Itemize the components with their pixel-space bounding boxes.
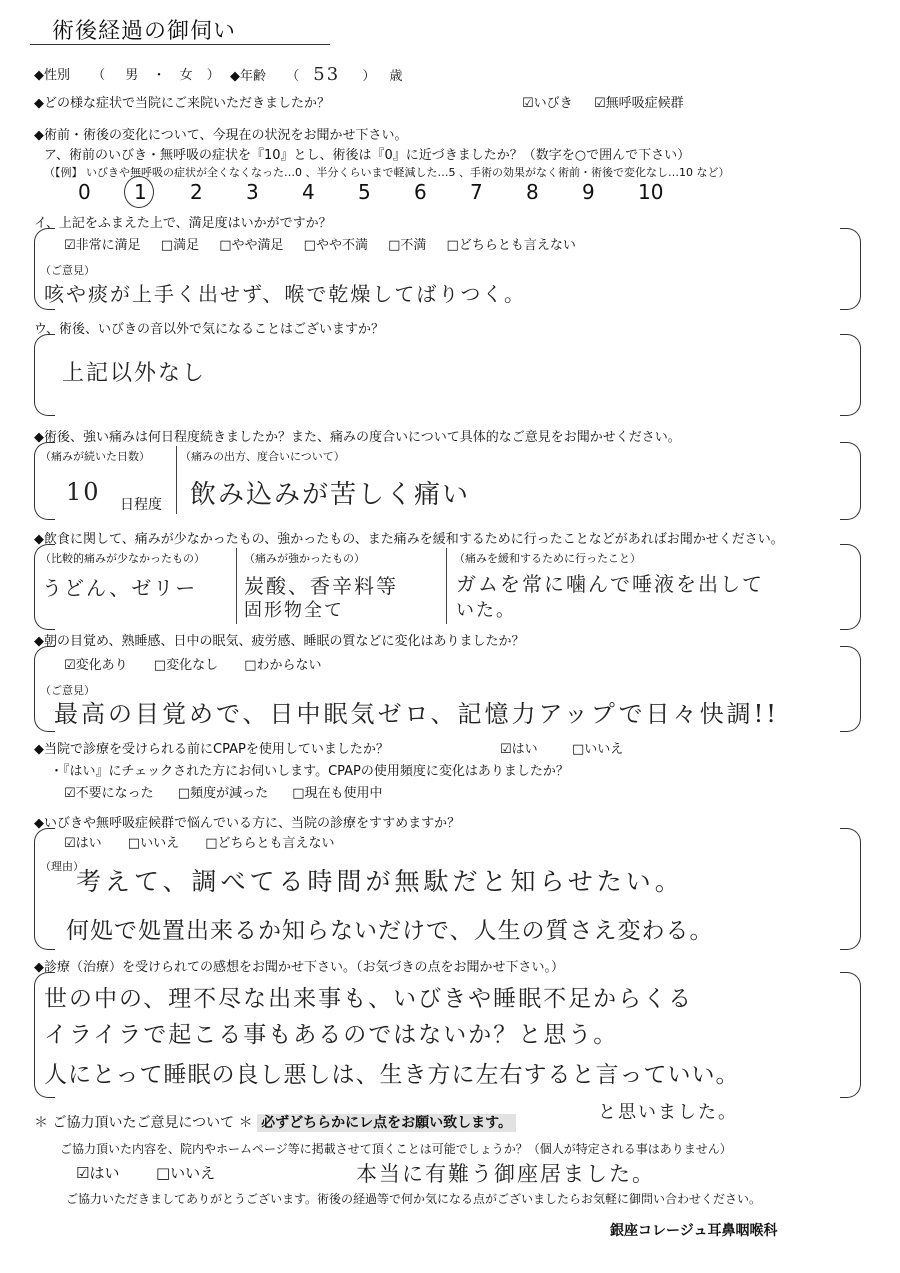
q3-text: イ、上記をふまえた上で、満足度はいかがですか？ <box>34 216 332 231</box>
footer-notice-b: 必ずどちらかにレ点をお願い致します。 <box>257 1114 516 1132</box>
title-underline <box>30 44 330 45</box>
q9-option-yes[interactable]: ☑はい <box>64 836 102 851</box>
q10-line3[interactable]: 人にとって睡眠の良し悪しは、生き方に左右すると言っていい。 <box>44 1062 740 1088</box>
q7-opinion[interactable]: 最高の目覚めで、日中眠気ゼロ、記憶力アップで日々快調!! <box>54 700 779 728</box>
q3-box-right <box>840 228 861 310</box>
q9-option-neutral[interactable]: □どちらとも言えない <box>205 836 335 851</box>
footer-notice <box>34 1112 516 1132</box>
scale-selection-circle <box>124 176 154 208</box>
q7-option-changed[interactable]: ☑変化あり <box>64 658 128 673</box>
q4-box-left <box>34 334 55 416</box>
q7-option-no-change[interactable]: □変化なし <box>153 658 219 673</box>
scale-7[interactable]: 7 <box>470 180 483 204</box>
scale-5[interactable]: 5 <box>358 180 371 204</box>
q5-box-right <box>840 442 861 520</box>
q2-subtext: ア、術前のいびき・無呼吸の症状を『10』とし、術後は『0』に近づきましたか？（数字を○で囲んで下さい） <box>44 148 691 163</box>
q9-reason-line2[interactable]: 何処で処置出来るか知らないだけで、人生の質さえ変わる。 <box>66 918 714 944</box>
scale-1[interactable]: 1 <box>134 180 147 204</box>
footer-handwritten[interactable]: 本当に有難う御座居ました。 <box>356 1162 655 1186</box>
q8-sub-options <box>64 782 383 801</box>
footer-notice-a: ＊ ご協力頂いたご意見について ＊ <box>34 1115 253 1131</box>
q6-divider-1 <box>236 548 237 624</box>
age-row <box>230 64 403 85</box>
gender-row <box>34 64 220 83</box>
age-unit: 歳 <box>389 69 403 84</box>
q9-option-no[interactable]: □いいえ <box>127 836 180 851</box>
q3-option-dissatisfied[interactable]: □不満 <box>388 238 427 253</box>
q10-box-right <box>840 972 861 1098</box>
scale-6[interactable]: 6 <box>414 180 427 204</box>
age-value[interactable]: 53 <box>313 64 341 85</box>
clinic-name: 銀座コレージュ耳鼻咽喉科 <box>610 1223 778 1239</box>
page-title: 術後経過の御伺い <box>52 19 237 44</box>
gender-sep: ・ <box>152 68 166 83</box>
q2-example: （【例】 いびきや無呼吸の症状が全くなくなった…0 、半分くらいまで軽減した…5 、手術の効果がなく術前・術後で変化なし…10 など） <box>44 166 730 179</box>
q8-option-still-using[interactable]: □現在も使用中 <box>292 786 383 801</box>
gender-label: ◆性別 <box>34 68 70 83</box>
q6-col3-line2[interactable]: いた。 <box>456 600 516 621</box>
q6-col1-label: （比較的痛みが少なかったもの） <box>40 552 205 565</box>
q3-option-neutral[interactable]: □どちらとも言えない <box>446 238 576 253</box>
gender-female[interactable]: 女 <box>179 68 193 83</box>
gender-open: （ <box>92 68 106 83</box>
footer-thanks: ご協力いただきましてありがとうございます。術後の経過等で何か気になる点がございましたらお気軽に御問い合わせください。 <box>66 1192 762 1206</box>
scale-0[interactable]: 0 <box>78 180 91 204</box>
q8-subtext: ・『はい』にチェックされた方にお伺いします。CPAPの使用頻度に変化はありましたか？ <box>50 764 569 779</box>
q3-option-somewhat-dissatisfied[interactable]: □やや不満 <box>303 238 368 253</box>
q1-option-snoring[interactable]: ☑いびき <box>522 96 573 111</box>
q2-scale[interactable] <box>78 180 694 204</box>
scale-9[interactable]: 9 <box>582 180 595 204</box>
scale-8[interactable]: 8 <box>526 180 539 204</box>
q3-option-somewhat-satisfied[interactable]: □やや満足 <box>219 238 284 253</box>
q6-box-right <box>840 544 861 630</box>
q9-text: ◆いびきや無呼吸症候群で悩んでいる方に、当院の診療をすすめますか？ <box>34 816 461 831</box>
q6-col3-line1[interactable]: ガムを常に噛んで唾液を出して <box>456 572 764 596</box>
q9-box-right <box>840 828 861 950</box>
gender-close: ） <box>206 68 220 83</box>
q3-option-satisfied[interactable]: □満足 <box>160 238 200 253</box>
footer-no[interactable]: □いいえ <box>156 1164 216 1182</box>
q1-text: ◆どの様な症状で当院にご来院いただきましたか？ <box>34 96 330 111</box>
q8-yes[interactable]: ☑はい <box>500 742 538 757</box>
q8-option-reduced[interactable]: □頻度が減った <box>177 786 269 801</box>
q10-line2[interactable]: イライラで起こる事もあるのではないか？と思う。 <box>44 1022 619 1048</box>
q9-options <box>64 832 335 851</box>
q3-option-very-satisfied[interactable]: ☑非常に満足 <box>64 238 141 253</box>
q6-text: ◆飲食に関して、痛みが少なかったもの、強かったもの、また痛みを緩和するために行ったことなどがあればお聞かせください。 <box>34 532 784 547</box>
q4-text: ウ、術後、いびきの音以外で気になることはございますか？ <box>34 322 384 337</box>
age-close: ） <box>362 69 376 84</box>
scale-2[interactable]: 2 <box>190 180 203 204</box>
q8-no[interactable]: □いいえ <box>572 742 624 757</box>
q4-answer[interactable]: 上記以外なし <box>62 361 207 386</box>
q1-option-apnea[interactable]: ☑無呼吸症候群 <box>594 96 684 111</box>
q7-options <box>64 654 322 673</box>
q6-col2-label: （痛みが強かったもの） <box>244 552 365 565</box>
age-label: ◆年齢 <box>230 69 266 84</box>
footer-question: ご協力頂いた内容を、院内やホームページ等に掲載させて頂くことは可能でしょうか？（個人が特定される事はありません） <box>60 1142 732 1156</box>
q3-options <box>64 234 576 253</box>
q7-box-right <box>840 646 861 732</box>
q6-col2-line2[interactable]: 固形物全て <box>244 600 344 621</box>
q10-line4[interactable]: と思いました。 <box>598 1102 738 1123</box>
q6-col2-line1[interactable]: 炭酸、香辛料等 <box>244 574 398 598</box>
scale-10[interactable]: 10 <box>638 180 664 204</box>
q5-days[interactable]: 10 <box>66 478 101 506</box>
gender-male[interactable]: 男 <box>125 68 139 83</box>
q9-reason-line1[interactable]: 考えて、調べてる時間が無駄だと知らせたい。 <box>76 867 684 896</box>
q8-text: ◆当院で診療を受けられる前にCPAPを使用していましたか？ <box>34 742 389 757</box>
q9-box-left <box>34 828 55 950</box>
q5-days-label: （痛みが続いた日数） <box>40 450 150 463</box>
q9-reason-label: （理由） <box>40 860 84 873</box>
q7-text: ◆朝の目覚め、熟睡感、日中の眠気、疲労感、睡眠の質などに変化はありましたか？ <box>34 634 525 649</box>
q3-opinion[interactable]: 咳や痰が上手く出せず、喉で乾燥してばりつく。 <box>44 282 526 306</box>
q5-detail[interactable]: 飲み込みが苦しく痛い <box>190 480 471 510</box>
q5-text: ◆術後、強い痛みは何日程度続きましたか？また、痛みの度合いについて具体的なご意見をお聞かせください。 <box>34 430 681 445</box>
q8-option-not-needed[interactable]: ☑不要になった <box>64 786 154 801</box>
q6-divider-2 <box>446 548 447 624</box>
q7-option-unknown[interactable]: □わからない <box>244 658 322 673</box>
q10-line1[interactable]: 世の中の、理不尽な出来事も、いびきや睡眠不足からくる <box>44 986 694 1012</box>
age-open: （ <box>286 69 300 84</box>
q3-opinion-label: （ご意見） <box>40 264 95 277</box>
q5-days-unit: 日程度 <box>120 497 162 513</box>
scale-3[interactable]: 3 <box>246 180 259 204</box>
q7-opinion-label: （ご意見） <box>40 684 95 697</box>
q6-col1-value[interactable]: うどん、ゼリー <box>42 576 198 600</box>
scale-4[interactable]: 4 <box>302 180 315 204</box>
q5-detail-label: （痛みの出方、度合いについて） <box>180 450 345 463</box>
q10-text: ◆診療（治療）を受けられての感想をお聞かせ下さい。（お気づきの点をお聞かせ下さい。） <box>34 960 564 975</box>
q5-divider <box>176 446 177 514</box>
q4-box-right <box>840 334 861 416</box>
q2-text: ◆術前・術後の変化について、今現在の状況をお聞かせ下さい。 <box>34 128 408 143</box>
q6-col3-label: （痛みを緩和するために行ったこと） <box>454 552 641 565</box>
footer-yes[interactable]: ☑はい <box>76 1164 120 1182</box>
